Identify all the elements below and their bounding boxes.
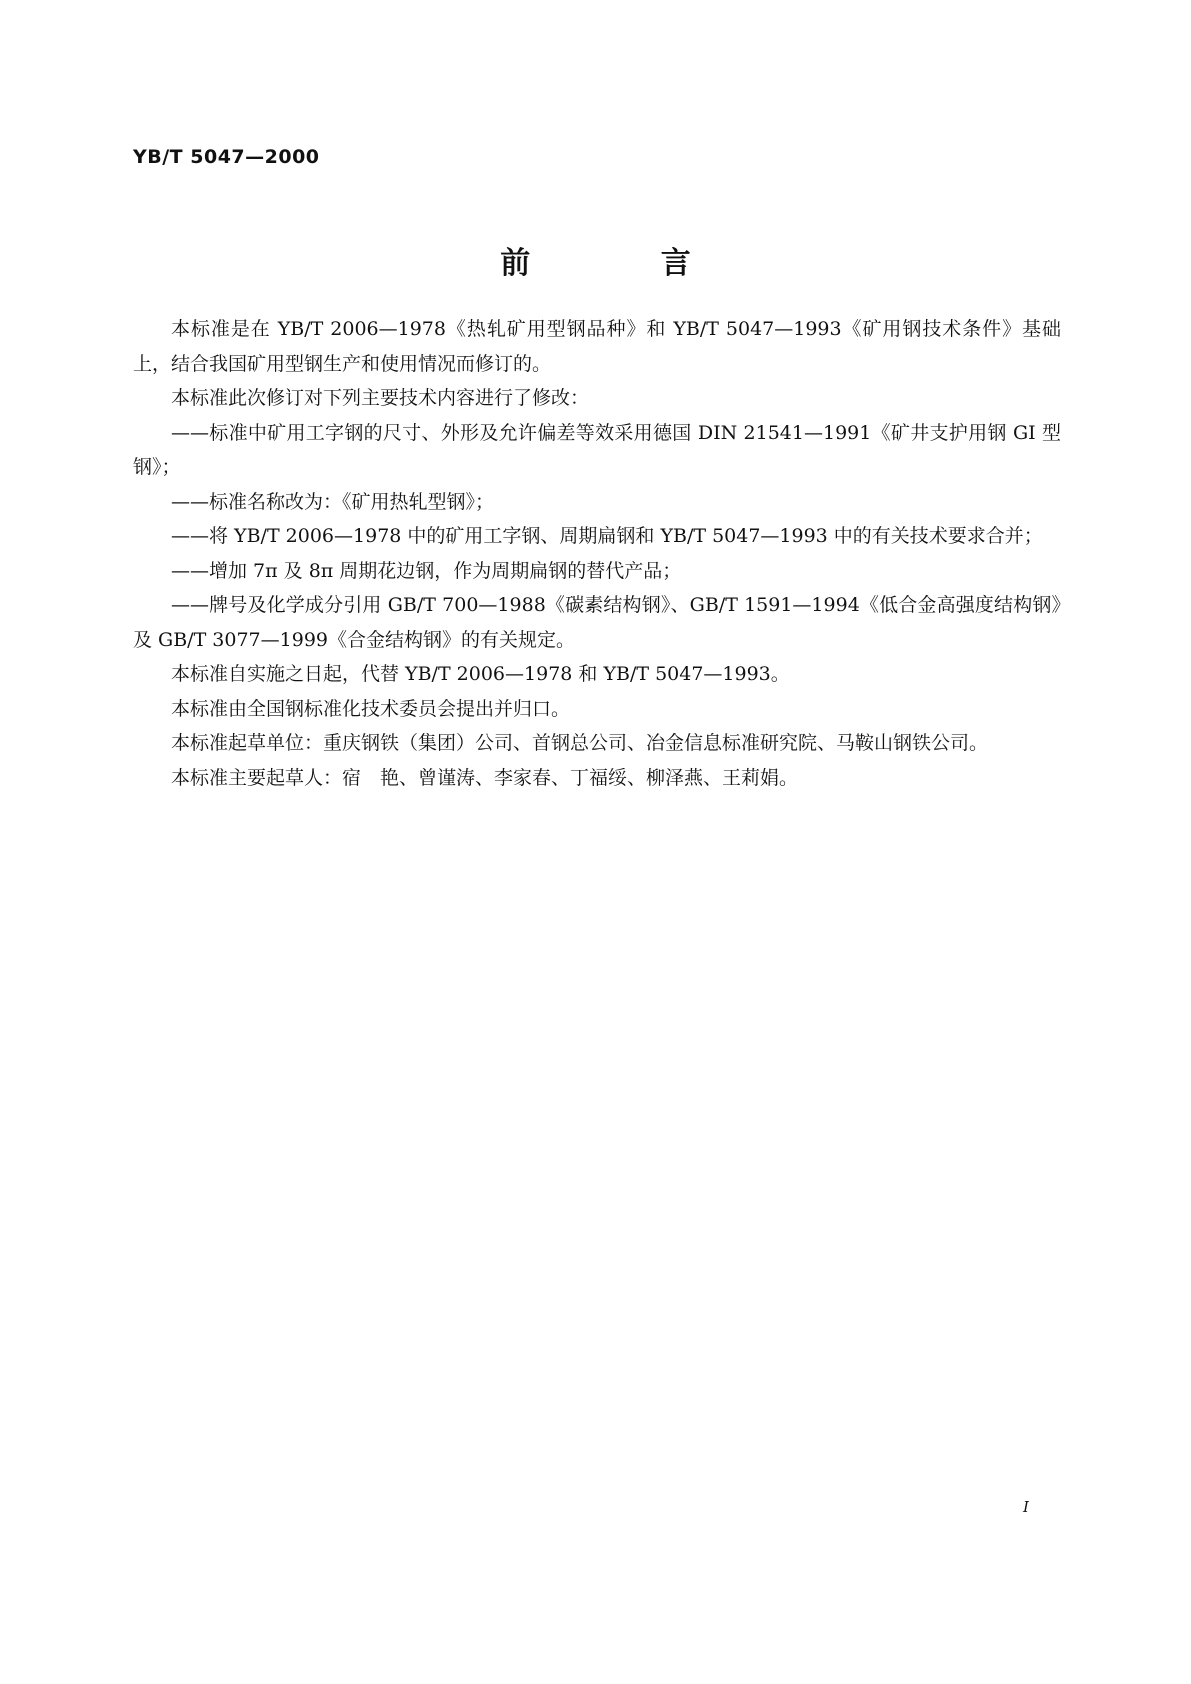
paragraph-replacement: 本标准自实施之日起，代替 YB/T 2006—1978 和 YB/T 5047—1993。	[171, 663, 790, 685]
paragraph-drafting-units: 本标准起草单位：重庆钢铁（集团）公司、首钢总公司、冶金信息标准研究院、马鞍山钢铁公司。	[171, 732, 989, 754]
paragraph-revision-intro: 本标准此次修订对下列主要技术内容进行了修改：	[171, 387, 590, 409]
list-item-merge: ——将 YB/T 2006—1978 中的矿用工字钢、周期扁钢和 YB/T 5047—1993 中的有关技术要求合并；	[171, 525, 1043, 547]
list-item-grades: ——牌号及化学成分引用 GB/T 700—1988《碳素结构钢》、GB/T 1591—1994《低合金高强度结构钢》及 GB/T 3077—1999《合金结构钢》的有关规定。	[133, 594, 1061, 651]
paragraph-drafters: 本标准主要起草人：宿 艳、曾谨涛、李家春、丁福绥、柳泽燕、王莉娟。	[171, 766, 799, 789]
page-title: 前 言	[500, 246, 751, 281]
list-item-name-change: ——标准名称改为：《矿用热轧型钢》；	[171, 490, 495, 513]
list-item-addition: ——增加 7π 及 8π 周期花边钢，作为周期扁钢的替代产品；	[171, 559, 682, 582]
paragraph-proposer: 本标准由全国钢标准化技术委员会提出并归口。	[171, 697, 571, 720]
standard-code: YB/T 5047—2000	[133, 146, 320, 168]
page-number: I	[1023, 1498, 1029, 1516]
list-item-dimensions: ——标准中矿用工字钢的尺寸、外形及允许偏差等效采用德国 DIN 21541—1991《矿井支护用钢 GI 型钢》；	[133, 421, 1061, 478]
foreword-body	[133, 312, 1061, 795]
paragraph-basis: 本标准是在 YB/T 2006—1978《热轧矿用型钢品种》和 YB/T 5047—1993《矿用钢技术条件》基础上，结合我国矿用型钢生产和使用情况而修订的。	[133, 318, 1061, 375]
